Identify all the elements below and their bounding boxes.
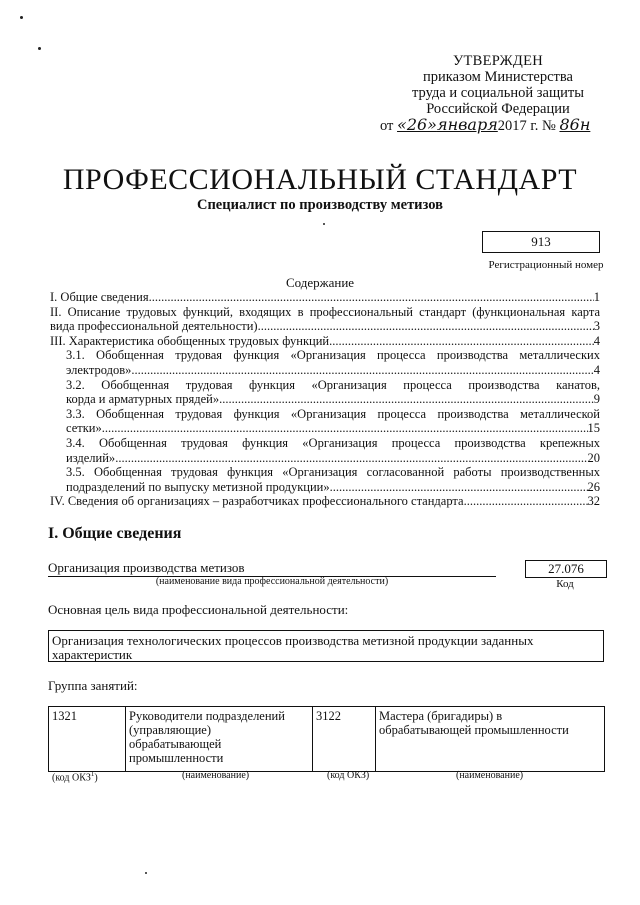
registration-number-box: 913 xyxy=(482,231,600,253)
toc-heading: Содержание xyxy=(285,275,355,290)
toc-item: III. Характеристика обобщенных трудовых функций ..... 4 xyxy=(50,334,600,349)
scan-dot xyxy=(145,872,147,874)
registration-number-label: Регистрационный номер xyxy=(488,259,604,271)
handwritten-day: «26» xyxy=(397,115,437,134)
approval-block xyxy=(378,53,618,134)
toc-item: 3.5. Обобщенная трудовая функция «Организация согласованной работы производственных xyxy=(66,465,600,480)
approval-heading: УТВЕРЖДЕН xyxy=(452,53,544,69)
approval-line: труда и социальной защиты xyxy=(412,85,584,101)
scan-dot xyxy=(323,223,325,225)
toc-item-cont: сетки» ..... 15 xyxy=(66,421,600,436)
okz-code-cell: 3122 xyxy=(313,707,376,772)
toc-item-cont: вида профессиональной деятельности) ..... 3 xyxy=(50,319,600,334)
occupation-name-caption: (наименование) xyxy=(456,770,524,781)
approval-date-line xyxy=(378,117,618,134)
goal-label: Основная цель вида профессиональной деятельности: xyxy=(48,602,349,617)
approval-line: Российской Федерации xyxy=(426,101,570,117)
occupation-name-cell: Руководители подразделений (управляющие) обрабатывающей промышленности xyxy=(126,707,313,772)
occupation-name-cell: Мастера (бригадиры) в обрабатывающей промышленности xyxy=(376,707,605,772)
toc-item: I. Общие сведения ..... 1 xyxy=(50,290,600,305)
occupation-group-label: Группа занятий: xyxy=(48,678,138,693)
activity-name: Организация производства метизов xyxy=(48,560,496,577)
toc-item: II. Описание трудовых функций, входящих в профессиональный стандарт (функциональная карта xyxy=(50,304,600,319)
goal-text-line: характеристик xyxy=(52,647,133,662)
toc-item-cont: подразделений по выпуску метизной продукции» ..... 26 xyxy=(66,480,600,495)
activity-code-box: 27.076 xyxy=(525,560,607,578)
approval-line: приказом Министерства xyxy=(423,69,573,85)
table-of-contents xyxy=(50,290,600,509)
toc-item-cont: электродов» ..... 4 xyxy=(66,363,600,378)
okz-code-caption: (код ОКЗ) xyxy=(327,770,370,781)
toc-item: 3.3. Обобщенная трудовая функция «Организация процесса производства металлической xyxy=(66,406,600,421)
activity-caption: (наименование вида профессиональной деятельности) xyxy=(155,576,389,587)
handwritten-number: 86н xyxy=(559,115,591,134)
table-row xyxy=(49,707,605,772)
goal-text-line: Организация технологических процессов производства метизной продукции заданных xyxy=(52,633,534,648)
toc-item-cont: изделий» ..... 20 xyxy=(66,451,600,466)
toc-item: 3.4. Обобщенная трудовая функция «Организация процесса производства крепежных xyxy=(66,435,600,450)
toc-item-cont: корда и арматурных прядей» ..... 9 xyxy=(66,392,600,407)
occupation-group-table xyxy=(48,706,605,772)
document-title: ПРОФЕССИОНАЛЬНЫЙ СТАНДАРТ xyxy=(62,163,578,196)
toc-item: 3.1. Обобщенная трудовая функция «Организация процесса производства металлических xyxy=(66,348,600,363)
section-heading: I. Общие сведения xyxy=(48,525,182,542)
activity-code-caption: Код xyxy=(556,578,574,590)
date-prefix: от xyxy=(380,118,394,134)
occupation-name-caption: (наименование) xyxy=(182,770,250,781)
handwritten-month: января xyxy=(436,115,498,134)
okz-code-caption: (код ОКЗ$^1$) xyxy=(52,770,98,784)
scan-dot xyxy=(38,47,41,50)
goal-box xyxy=(48,630,604,662)
toc-item: 3.2. Обобщенная трудовая функция «Организация процесса производства канатов, xyxy=(66,377,600,392)
okz-code-cell: 1321 xyxy=(49,707,126,772)
date-year: 2017 г. xyxy=(497,118,539,134)
document-subtitle: Специалист по производству метизов xyxy=(196,197,444,213)
number-prefix: № xyxy=(541,118,556,134)
toc-item: IV. Сведения об организациях – разработчиках профессионального стандарта ..... 32 xyxy=(50,494,600,509)
scan-dot xyxy=(20,16,23,19)
